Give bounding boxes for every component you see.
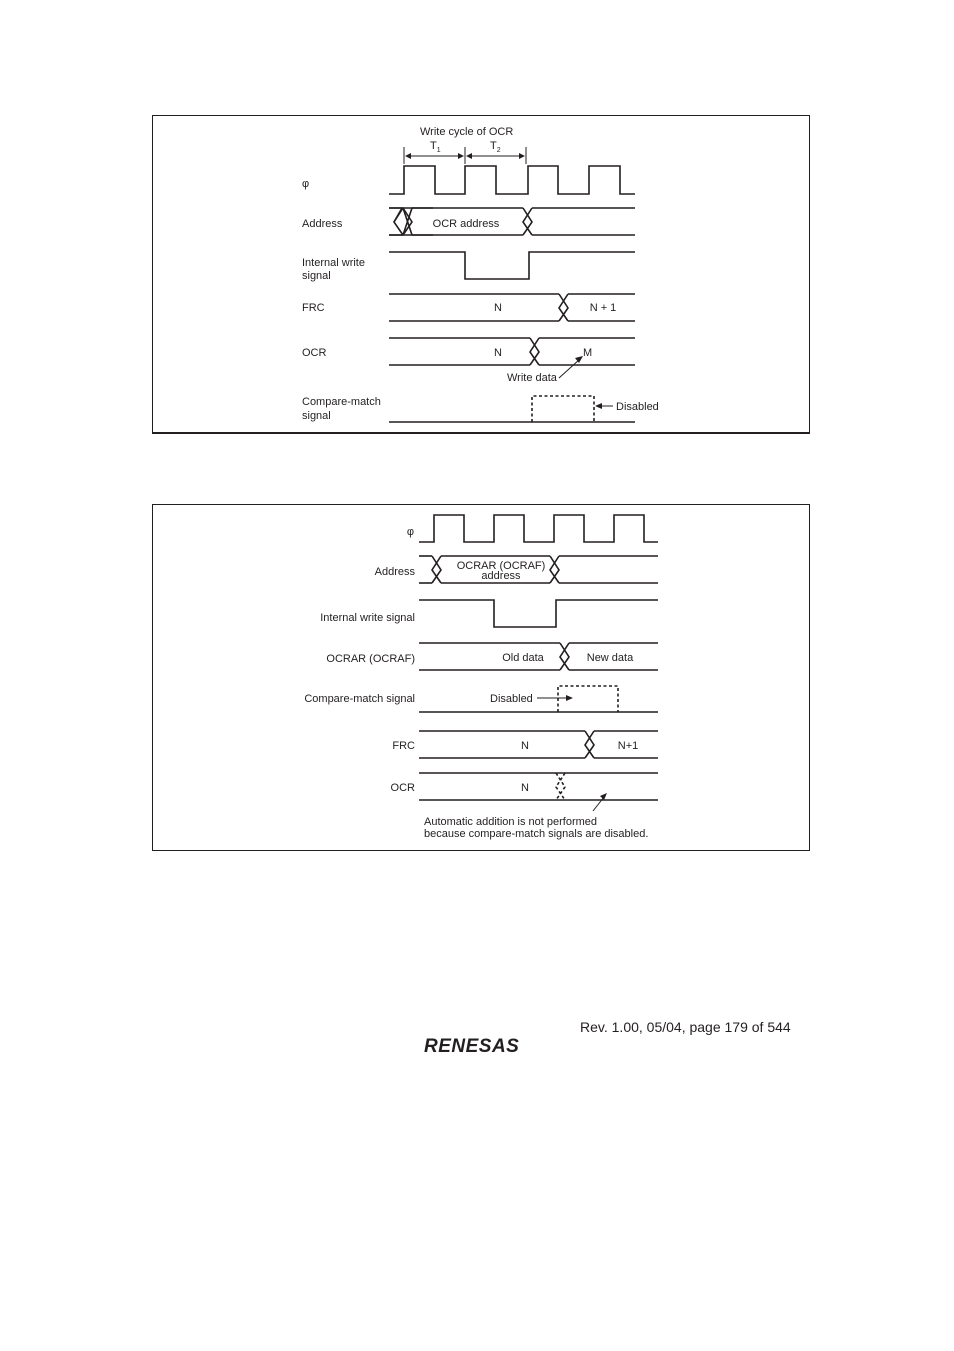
- disabled-label: Disabled: [490, 693, 533, 705]
- address-bus-waveform: [389, 208, 635, 235]
- frc-value-n: N: [494, 302, 502, 314]
- t2-span-arrow: [466, 153, 525, 159]
- address-label: Address: [374, 566, 415, 578]
- write-data-arrow: [559, 356, 583, 378]
- frc-value-n: N: [521, 740, 529, 752]
- address-value-line1: OCRAR (OCRAF): [456, 560, 546, 572]
- ocrar-label: OCRAR (OCRAF): [326, 653, 415, 665]
- ocr-value-n: N: [521, 782, 529, 794]
- compare-match-label-line1: Compare-match: [302, 396, 381, 408]
- write-cycle-label: Write cycle of OCR: [420, 126, 514, 138]
- ocr-value-m: M: [583, 347, 593, 359]
- frc-value-n-plus-1: N + 1: [589, 302, 617, 314]
- note-line-1: Automatic addition is not performed: [424, 816, 598, 828]
- t2-label: $T_2$: [490, 140, 501, 154]
- phi-label: φ: [406, 526, 414, 538]
- timing-diagram-1-svg: [153, 116, 809, 432]
- ocr-waveform: [419, 773, 658, 800]
- internal-write-label-line1: Internal write: [302, 257, 365, 269]
- internal-write-label-line2: signal: [302, 270, 331, 282]
- timing-diagram-ocrar-write: [152, 504, 810, 851]
- ocr-address-value: OCR address: [432, 218, 500, 230]
- frc-label: FRC: [302, 302, 325, 314]
- t1-span-arrow: [405, 153, 464, 159]
- ocr-label: OCR: [390, 782, 415, 794]
- frc-value-n-plus-1: N+1: [617, 740, 639, 752]
- renesas-logo-text: RENESAS: [424, 1036, 520, 1056]
- frc-label: FRC: [392, 740, 415, 752]
- internal-write-waveform: [389, 252, 635, 279]
- internal-write-waveform: [419, 600, 658, 627]
- new-data-value: New data: [586, 652, 634, 664]
- address-label: Address: [302, 218, 343, 230]
- compare-match-label: Compare-match signal: [304, 693, 415, 705]
- write-data-label: Write data: [507, 372, 557, 384]
- compare-match-disabled-pulse: [532, 396, 594, 422]
- ocr-value-n: N: [494, 347, 502, 359]
- internal-write-label: Internal write signal: [320, 612, 415, 624]
- timing-diagram-2-svg: [153, 505, 809, 850]
- phi-label: φ: [302, 178, 310, 190]
- disabled-arrow: [537, 695, 573, 701]
- phi-clock-waveform: [389, 166, 635, 194]
- ocr-label: OCR: [302, 347, 327, 359]
- renesas-logo: [422, 1034, 542, 1056]
- ocr-waveform: [389, 338, 635, 365]
- address-value-line2: address: [481, 570, 521, 582]
- old-data-value: Old data: [502, 652, 544, 664]
- compare-match-label-line2: signal: [302, 410, 331, 422]
- note-pointer-arrow: [593, 793, 607, 811]
- disabled-arrow: [595, 403, 613, 409]
- phi-clock-waveform: [419, 515, 658, 542]
- t1-label: $T_1$: [430, 140, 441, 154]
- note-line-2: because compare-match signals are disabled.: [424, 828, 649, 840]
- page-footer-info: Rev. 1.00, 05/04, page 179 of 544: [580, 1019, 791, 1035]
- disabled-label: Disabled: [616, 401, 659, 413]
- timing-diagram-ocr-write: [152, 115, 810, 434]
